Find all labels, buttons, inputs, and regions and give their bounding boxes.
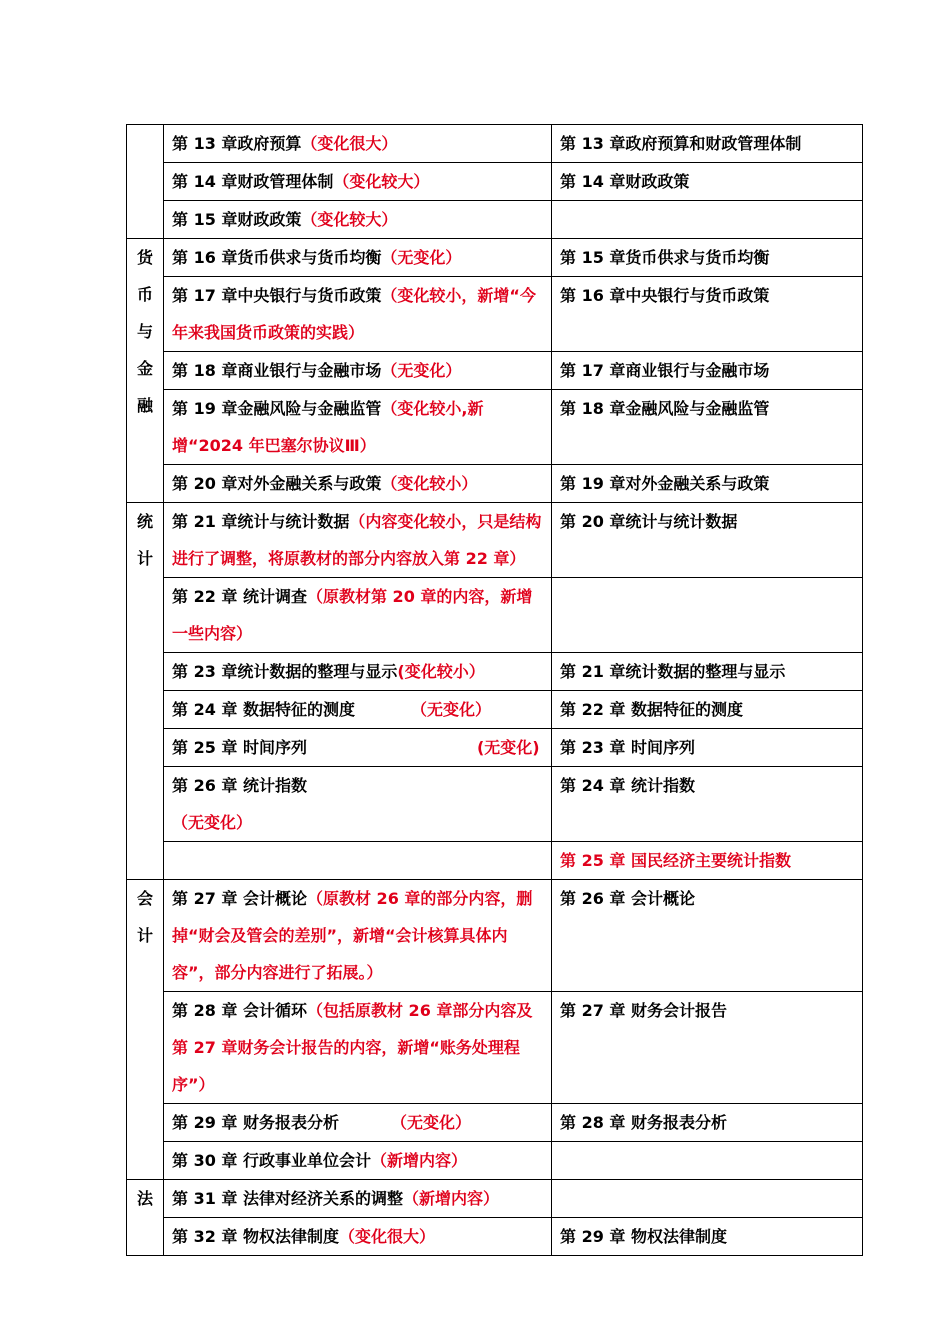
new-edition-cell	[164, 842, 552, 880]
old-edition-cell: 第 21 章统计数据的整理与显示	[552, 653, 863, 691]
table-row	[127, 277, 863, 352]
old-edition-cell: 第 18 章金融风险与金融监管	[552, 390, 863, 465]
new-edition-cell: 第 16 章货币供求与货币均衡（无变化）	[164, 239, 552, 277]
old-edition-cell: 第 26 章 会计概论	[552, 880, 863, 992]
old-edition-cell: 第 28 章 财务报表分析	[552, 1104, 863, 1142]
old-edition-cell: 第 17 章商业银行与金融市场	[552, 352, 863, 390]
old-edition-cell: 第 15 章货币供求与货币均衡	[552, 239, 863, 277]
table-row	[127, 1180, 863, 1218]
new-edition-cell: 第 23 章统计数据的整理与显示(变化较小）	[164, 653, 552, 691]
old-edition-cell: 第 19 章对外金融关系与政策	[552, 465, 863, 503]
new-edition-cell: 第 32 章 物权法律制度（变化很大）	[164, 1218, 552, 1256]
old-edition-cell: 第 13 章政府预算和财政管理体制	[552, 125, 863, 163]
new-edition-cell: 第 22 章 统计调查（原教材第 20 章的内容，新增一些内容）	[164, 578, 552, 653]
table-row	[127, 1104, 863, 1142]
table-row	[127, 163, 863, 201]
section-label-statistics: 统 计	[127, 503, 164, 880]
table-row	[127, 239, 863, 277]
old-edition-cell	[552, 578, 863, 653]
old-edition-cell	[552, 1142, 863, 1180]
new-edition-cell: 第 21 章统计与统计数据（内容变化较小，只是结构进行了调整，将原教材的部分内容放入第 22 章）	[164, 503, 552, 578]
new-edition-cell: 第 14 章财政管理体制（变化较大）	[164, 163, 552, 201]
table-row	[127, 691, 863, 729]
new-edition-cell: 第 13 章政府预算（变化很大）	[164, 125, 552, 163]
table-row	[127, 880, 863, 992]
old-edition-cell	[552, 201, 863, 239]
table-row	[127, 201, 863, 239]
new-edition-cell: 第 24 章 数据特征的测度 （无变化）	[164, 691, 552, 729]
new-edition-cell: 第 28 章 会计循环（包括原教材 26 章部分内容及第 27 章财务会计报告的内容，新增“账务处理程序”）	[164, 992, 552, 1104]
chapter-comparison-table	[126, 124, 863, 1256]
old-edition-cell: 第 23 章 时间序列	[552, 729, 863, 767]
table-row	[127, 578, 863, 653]
table-row	[127, 992, 863, 1104]
section-cell	[127, 125, 164, 239]
new-edition-cell: 第 31 章 法律对经济关系的调整（新增内容）	[164, 1180, 552, 1218]
old-edition-cell	[552, 1180, 863, 1218]
old-edition-cell: 第 16 章中央银行与货币政策	[552, 277, 863, 352]
new-edition-cell: 第 27 章 会计概论（原教材 26 章的部分内容，删掉“财会及管会的差别”，新增“会计核算具体内容”，部分内容进行了拓展。）	[164, 880, 552, 992]
table-row	[127, 1142, 863, 1180]
table-row	[127, 653, 863, 691]
new-edition-cell: 第 18 章商业银行与金融市场（无变化）	[164, 352, 552, 390]
old-edition-cell: 第 14 章财政政策	[552, 163, 863, 201]
section-label-accounting: 会 计	[127, 880, 164, 1180]
section-label-law: 法	[127, 1180, 164, 1256]
new-edition-cell: 第 26 章 统计指数（无变化）	[164, 767, 552, 842]
table-row	[127, 767, 863, 842]
old-edition-cell: 第 29 章 物权法律制度	[552, 1218, 863, 1256]
new-edition-cell: 第 30 章 行政事业单位会计（新增内容）	[164, 1142, 552, 1180]
new-edition-cell: 第 25 章 时间序列 (无变化)	[164, 729, 552, 767]
new-edition-cell: 第 29 章 财务报表分析 （无变化）	[164, 1104, 552, 1142]
old-edition-cell: 第 24 章 统计指数	[552, 767, 863, 842]
table-row	[127, 390, 863, 465]
table-row	[127, 465, 863, 503]
section-label-currency-finance: 货 币 与 金 融	[127, 239, 164, 503]
new-edition-cell: 第 17 章中央银行与货币政策（变化较小，新增“今年来我国货币政策的实践）	[164, 277, 552, 352]
table-row	[127, 842, 863, 880]
table-row	[127, 1218, 863, 1256]
new-edition-cell: 第 20 章对外金融关系与政策（变化较小）	[164, 465, 552, 503]
table-row	[127, 503, 863, 578]
new-edition-cell: 第 19 章金融风险与金融监管（变化较小,新增“2024 年巴塞尔协议Ⅲ）	[164, 390, 552, 465]
table-row	[127, 729, 863, 767]
new-edition-cell: 第 15 章财政政策（变化较大）	[164, 201, 552, 239]
old-edition-cell: 第 20 章统计与统计数据	[552, 503, 863, 578]
table-row	[127, 352, 863, 390]
old-edition-cell: 第 22 章 数据特征的测度	[552, 691, 863, 729]
old-edition-cell: 第 27 章 财务会计报告	[552, 992, 863, 1104]
table-row	[127, 125, 863, 163]
old-edition-cell: 第 25 章 国民经济主要统计指数	[552, 842, 863, 880]
